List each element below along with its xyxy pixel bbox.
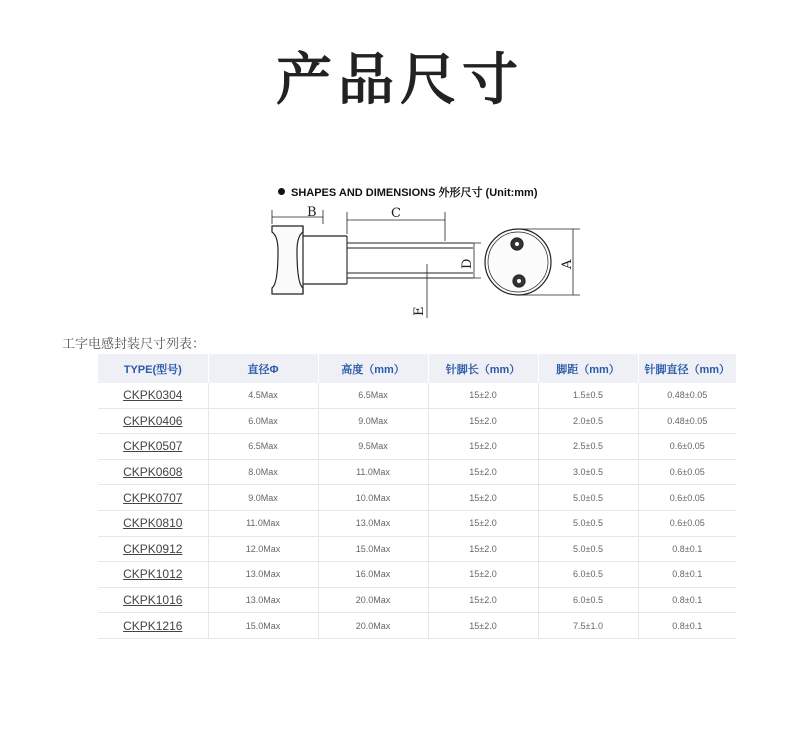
cell-diameter: 4.5Max: [208, 383, 318, 408]
cell-lead-diameter: 0.8±0.1: [638, 562, 736, 588]
cell-diameter: 13.0Max: [208, 587, 318, 613]
page-title: 产品尺寸: [276, 47, 524, 113]
table-row: [98, 562, 736, 588]
header-lead-length: 针脚长（mm）: [428, 354, 538, 383]
table-row: [98, 587, 736, 613]
cell-model: CKPK0608: [98, 459, 208, 485]
cell-pitch: 5.0±0.5: [538, 485, 638, 511]
cell-lead-diameter: 0.8±0.1: [638, 587, 736, 613]
table-row: [98, 459, 736, 485]
bullet-icon: [278, 188, 285, 195]
cell-pitch: 7.5±1.0: [538, 613, 638, 639]
cell-diameter: 8.0Max: [208, 459, 318, 485]
cell-model: CKPK0406: [98, 408, 208, 434]
cell-lead-length: 15±2.0: [428, 383, 538, 408]
cell-lead-length: 15±2.0: [428, 613, 538, 639]
label-d: D: [460, 258, 475, 269]
cell-height: 20.0Max: [318, 613, 428, 639]
cell-height: 6.5Max: [318, 383, 428, 408]
cell-lead-diameter: 0.48±0.05: [638, 383, 736, 408]
cell-lead-length: 15±2.0: [428, 562, 538, 588]
cell-height: 11.0Max: [318, 459, 428, 485]
cell-lead-diameter: 0.6±0.05: [638, 459, 736, 485]
cell-model: CKPK0912: [98, 536, 208, 562]
cell-lead-length: 15±2.0: [428, 434, 538, 460]
cell-height: 13.0Max: [318, 510, 428, 536]
cell-lead-length: 15±2.0: [428, 510, 538, 536]
lead-wires: [347, 236, 473, 284]
cell-lead-length: 15±2.0: [428, 459, 538, 485]
cell-diameter: 13.0Max: [208, 562, 318, 588]
label-e: E: [412, 306, 427, 316]
cell-height: 20.0Max: [318, 587, 428, 613]
inductor-end-view: [485, 229, 551, 295]
cell-pitch: 5.0±0.5: [538, 510, 638, 536]
cell-pitch: 3.0±0.5: [538, 459, 638, 485]
cell-height: 9.5Max: [318, 434, 428, 460]
header-lead-diameter: 针脚直径（mm）: [638, 354, 736, 383]
cell-lead-diameter: 0.48±0.05: [638, 408, 736, 434]
label-b: B: [307, 205, 317, 220]
dimensions-table: [98, 354, 736, 639]
cell-diameter: 12.0Max: [208, 536, 318, 562]
table-row: [98, 434, 736, 460]
cell-lead-length: 15±2.0: [428, 408, 538, 434]
header-type: TYPE(型号): [98, 354, 208, 383]
cell-diameter: 6.5Max: [208, 434, 318, 460]
table-row: [98, 408, 736, 434]
table-row: [98, 510, 736, 536]
cell-diameter: 9.0Max: [208, 485, 318, 511]
cell-height: 15.0Max: [318, 536, 428, 562]
cell-model: CKPK0507: [98, 434, 208, 460]
table-row: [98, 383, 736, 408]
header-diameter: 直径Φ: [208, 354, 318, 383]
inductor-side-view: [272, 226, 347, 294]
cell-pitch: 5.0±0.5: [538, 536, 638, 562]
table-row: [98, 613, 736, 639]
dimension-drawing: [255, 196, 595, 324]
header-pitch: 脚距（mm）: [538, 354, 638, 383]
cell-model: CKPK1012: [98, 562, 208, 588]
table-caption: 工字电感封装尺寸列表：: [62, 336, 206, 351]
cell-pitch: 6.0±0.5: [538, 562, 638, 588]
table-row: [98, 536, 736, 562]
cell-pitch: 2.0±0.5: [538, 408, 638, 434]
cell-pitch: 6.0±0.5: [538, 587, 638, 613]
cell-diameter: 11.0Max: [208, 510, 318, 536]
cell-diameter: 6.0Max: [208, 408, 318, 434]
cell-model: CKPK0707: [98, 485, 208, 511]
cell-model: CKPK0304: [98, 383, 208, 408]
label-a: A: [560, 259, 575, 269]
label-c: C: [391, 206, 401, 221]
cell-diameter: 15.0Max: [208, 613, 318, 639]
cell-lead-diameter: 0.8±0.1: [638, 613, 736, 639]
cell-model: CKPK1216: [98, 613, 208, 639]
cell-lead-length: 15±2.0: [428, 587, 538, 613]
cell-lead-diameter: 0.8±0.1: [638, 536, 736, 562]
cell-height: 16.0Max: [318, 562, 428, 588]
cell-model: CKPK0810: [98, 510, 208, 536]
header-height: 高度（mm）: [318, 354, 428, 383]
table-row: [98, 485, 736, 511]
cell-model: CKPK1016: [98, 587, 208, 613]
cell-height: 9.0Max: [318, 408, 428, 434]
cell-pitch: 2.5±0.5: [538, 434, 638, 460]
table-header-row: [98, 354, 736, 383]
cell-lead-diameter: 0.6±0.05: [638, 485, 736, 511]
cell-lead-diameter: 0.6±0.05: [638, 510, 736, 536]
cell-height: 10.0Max: [318, 485, 428, 511]
cell-pitch: 1.5±0.5: [538, 383, 638, 408]
diagram-heading-text: SHAPES AND DIMENSIONS 外形尺寸 (Unit:mm): [291, 187, 538, 199]
cell-lead-length: 15±2.0: [428, 536, 538, 562]
cell-lead-length: 15±2.0: [428, 485, 538, 511]
cell-lead-diameter: 0.6±0.05: [638, 434, 736, 460]
